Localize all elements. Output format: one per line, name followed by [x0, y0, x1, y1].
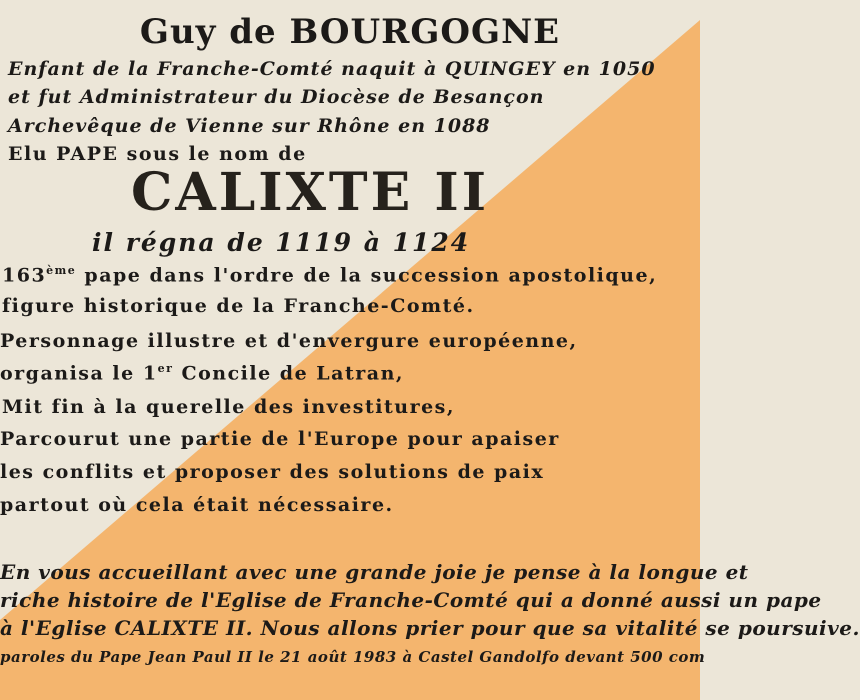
page-title: Guy de BOURGOGNE — [139, 12, 561, 52]
fact-line-7: les conflits et proposer des solutions de paix — [0, 461, 545, 483]
fact-line-6: Parcourut une partie de l'Europe pour apaiser — [0, 428, 560, 450]
ordinal-sup: ème — [46, 264, 77, 277]
quote-line-2: riche histoire de l'Eglise de Franche-Comté qui a donné aussi un pape — [0, 588, 822, 612]
fact-line-3: Personnage illustre et d'envergure européenne, — [0, 330, 578, 352]
fact-line-4 — [0, 362, 404, 384]
fact-line-4-sup: er — [157, 362, 174, 375]
quote-line-1: En vous accueillant avec une grande joie je pense à la longue et — [0, 560, 749, 584]
fact-line-1 — [2, 264, 657, 286]
pope-name: CALIXTE II — [130, 162, 490, 223]
attribution-line: paroles du Pape Jean Paul II le 21 août 1983 à Castel Gandolfo devant 500 com — [0, 648, 706, 666]
fact-line-8: partout où cela était nécessaire. — [0, 494, 394, 516]
ordinal-number: 163 — [2, 264, 47, 287]
bio-line-2: et fut Administrateur du Diocèse de Besançon — [8, 86, 545, 108]
fact-line-2: figure historique de la Franche-Comté. — [2, 295, 475, 317]
fact-line-4-post: Concile de Latran, — [173, 362, 404, 385]
bio-line-4: Elu PAPE sous le nom de — [8, 143, 307, 165]
bio-line-3: Archevêque de Vienne sur Rhône en 1088 — [8, 115, 491, 137]
bio-line-1: Enfant de la Franche-Comté naquit à QUINGEY en 1050 — [8, 58, 656, 80]
fact-line-5: Mit fin à la querelle des investitures, — [2, 396, 455, 418]
quote-line-3: à l'Eglise CALIXTE II. Nous allons prier pour que sa vitalité se poursuive. — [0, 616, 860, 640]
fact-line-4-pre: organisa le 1 — [0, 362, 158, 385]
reign-line: il régna de 1119 à 1124 — [92, 228, 471, 257]
ordinal-rest: pape dans l'ordre de la succession apostolique, — [76, 264, 658, 287]
